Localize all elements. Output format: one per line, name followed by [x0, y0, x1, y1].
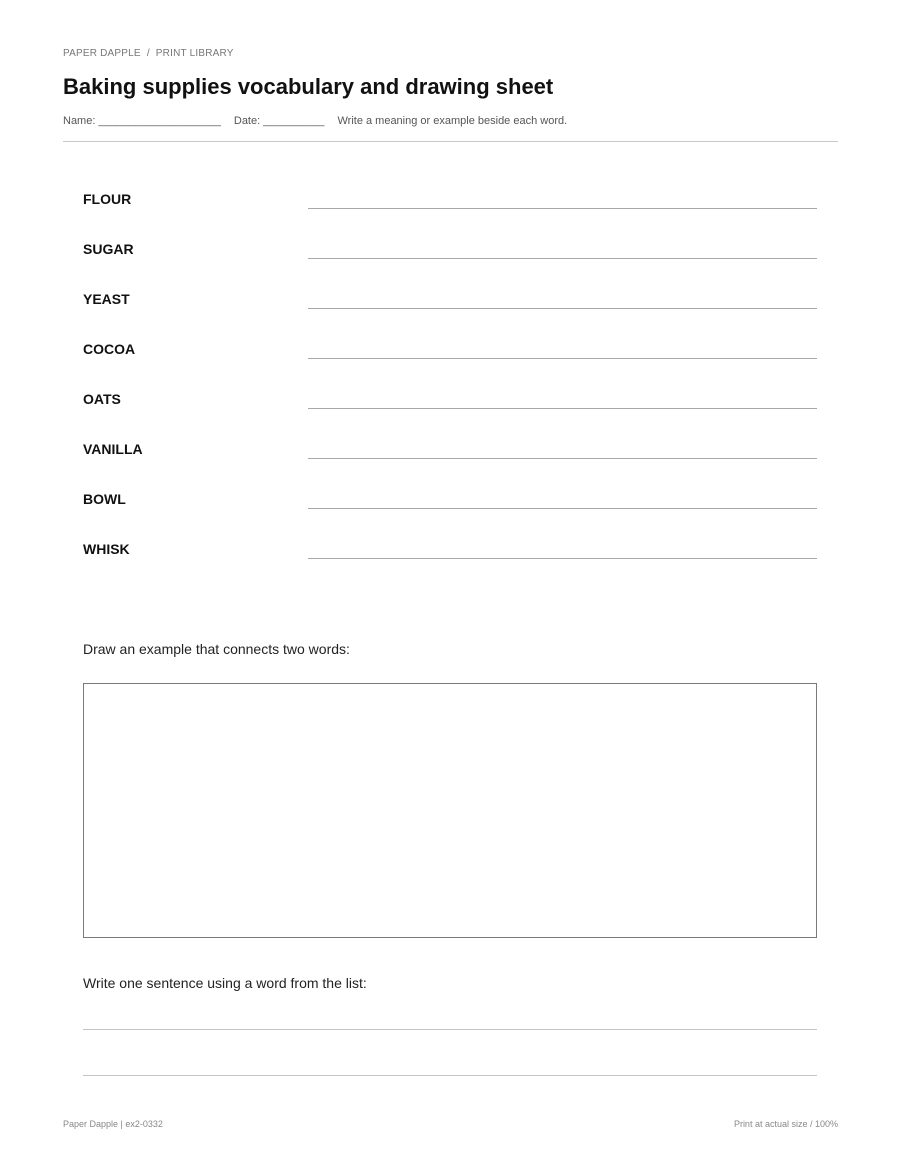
vocab-word: OATS [83, 391, 121, 407]
vocab-word: SUGAR [83, 241, 134, 257]
vocab-row [83, 441, 817, 471]
page-title: Baking supplies vocabulary and drawing sheet [63, 74, 554, 99]
vocab-answer-line[interactable] [308, 408, 817, 409]
breadcrumb-item-paper-dapple[interactable]: PAPER DAPPLE [63, 48, 141, 59]
vocab-row [83, 241, 817, 271]
footer-document-id: Paper Dapple | ex2-0332 [63, 1119, 163, 1129]
vocab-answer-line[interactable] [308, 508, 817, 509]
vocab-answer-line[interactable] [308, 258, 817, 259]
vocab-answer-line[interactable] [308, 558, 817, 559]
vocab-row [83, 491, 817, 521]
vocab-word: BOWL [83, 491, 126, 507]
vocab-word: WHISK [83, 541, 130, 557]
footer-print-note: Print at actual size / 100% [733, 1119, 838, 1129]
vocab-row [83, 291, 817, 321]
name-field[interactable]: Name: ____________________ [63, 115, 221, 127]
vocab-answer-line[interactable] [308, 358, 817, 359]
date-field[interactable]: Date: __________ [233, 115, 325, 127]
header-divider [63, 141, 838, 142]
vocab-row [83, 191, 817, 221]
vocab-word: COCOA [83, 341, 136, 357]
vocab-answer-line[interactable] [308, 208, 817, 209]
vocab-row [83, 541, 817, 571]
drawing-area[interactable] [83, 683, 817, 938]
breadcrumb-item-print-library[interactable]: PRINT LIBRARY [155, 48, 234, 59]
breadcrumb [63, 48, 234, 59]
vocab-row [83, 391, 817, 421]
sentence-prompt: Write one sentence using a word from the list: [83, 975, 367, 991]
vocab-word: YEAST [83, 291, 130, 307]
instructions-text: Write a meaning or example beside each word. [337, 115, 568, 127]
vocab-answer-line[interactable] [308, 308, 817, 309]
breadcrumb-separator: / [146, 48, 150, 59]
sentence-writing-line[interactable] [83, 1075, 817, 1076]
vocab-row [83, 341, 817, 371]
worksheet-meta [63, 115, 577, 127]
vocab-word: FLOUR [83, 191, 132, 207]
vocab-word: VANILLA [83, 441, 143, 457]
drawing-prompt: Draw an example that connects two words: [83, 641, 350, 657]
vocab-answer-line[interactable] [308, 458, 817, 459]
sentence-writing-line[interactable] [83, 1029, 817, 1030]
